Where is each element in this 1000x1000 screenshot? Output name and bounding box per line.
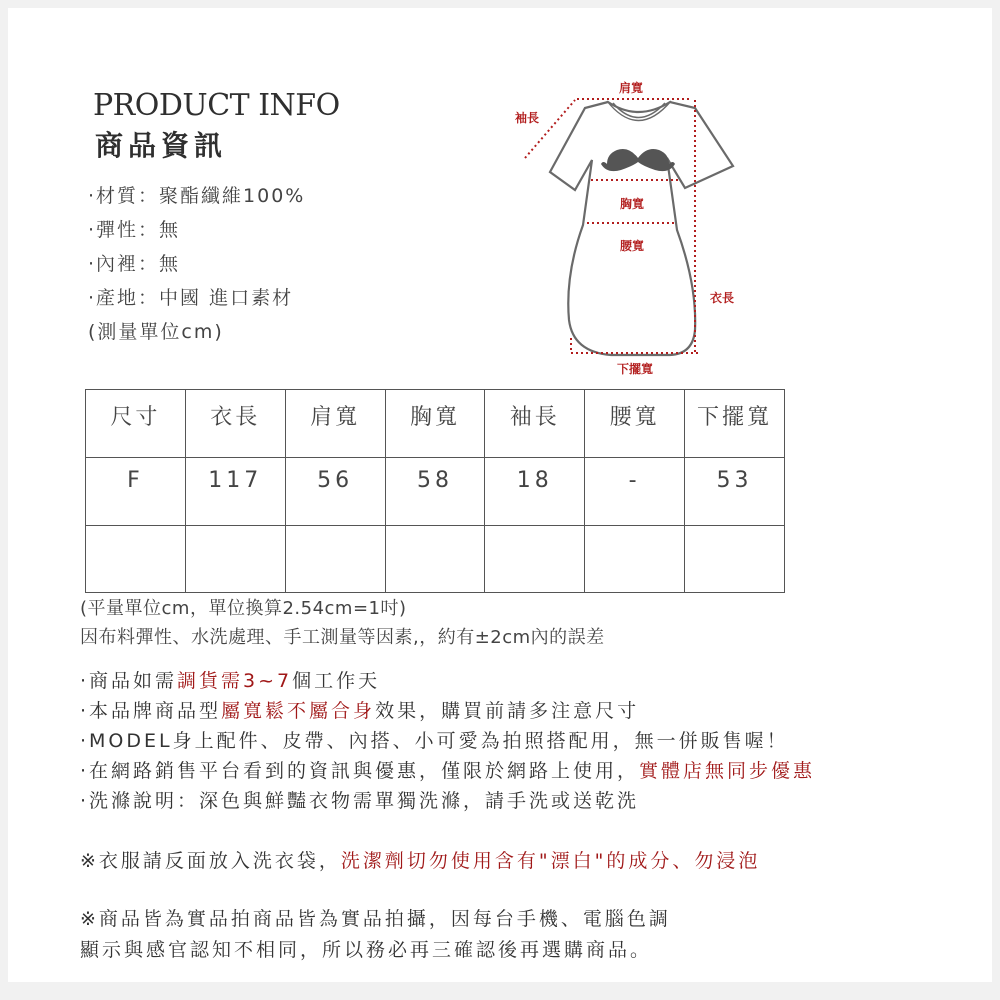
notice-highlight: 實體店無同步優惠 xyxy=(639,760,816,782)
product-info-subtitle: 商品資訊 xyxy=(95,129,228,162)
measurement-note xyxy=(80,594,605,652)
header-size: 尺寸 xyxy=(86,390,186,458)
header-length: 衣長 xyxy=(185,390,285,458)
spec-lining: ·內裡：無 xyxy=(88,253,181,275)
spec-list xyxy=(88,182,305,352)
notice-text: ·在網路銷售平台看到的資訊與優惠，僅限於網路上使用， xyxy=(80,760,640,782)
warning-text: ※衣服請反面放入洗衣袋， xyxy=(80,850,341,872)
notice-item-fit xyxy=(80,696,815,726)
label-shoulder: 肩寬 xyxy=(619,81,644,95)
spec-unit-note: (測量單位cm) xyxy=(88,321,224,343)
notice-highlight: 調貨需3~7 xyxy=(177,670,293,692)
header-chest: 胸寬 xyxy=(385,390,485,458)
label-length: 衣長 xyxy=(710,291,735,305)
header-waist: 腰寬 xyxy=(585,390,685,458)
spec-material: ·材質：聚酯纖維100% xyxy=(88,185,306,207)
notice-text: ·商品如需 xyxy=(80,670,178,692)
cell-waist: - xyxy=(585,458,685,526)
table-row xyxy=(86,526,785,593)
notice-item-accessories: ·MODEL身上配件、皮帶、內搭、小可愛為拍照搭配用，無一併販售喔！ xyxy=(80,730,789,752)
notice-item-restock xyxy=(80,666,815,696)
notice-text: ·本品牌商品型 xyxy=(80,700,222,722)
cell-empty xyxy=(685,526,785,593)
header-sleeve: 袖長 xyxy=(485,390,585,458)
cell-empty xyxy=(585,526,685,593)
notice-text: 個工作天 xyxy=(292,670,381,692)
cell-sleeve: 18 xyxy=(485,458,585,526)
header-hem: 下擺寬 xyxy=(685,390,785,458)
cell-empty xyxy=(385,526,485,593)
cell-empty xyxy=(185,526,285,593)
cell-size: F xyxy=(86,458,186,526)
header-shoulder: 肩寬 xyxy=(285,390,385,458)
warning-highlight: 洗潔劑切勿使用含有"漂白"的成分、勿浸泡 xyxy=(340,850,761,872)
dress-outline xyxy=(550,102,733,355)
size-table-header xyxy=(86,390,785,458)
cell-length: 117 xyxy=(185,458,285,526)
color-disclaimer xyxy=(80,904,671,966)
cell-shoulder: 56 xyxy=(285,458,385,526)
measurement-note-line1: (平量單位cm，單位換算2.54cm=1吋) xyxy=(80,598,407,619)
measurement-note-line2: 因布料彈性、水洗處理、手工測量等因素,，約有±2cm內的誤差 xyxy=(80,627,605,648)
label-sleeve: 袖長 xyxy=(515,111,540,125)
product-info-title: PRODUCT INFO xyxy=(93,88,340,123)
laundry-warning xyxy=(80,846,760,873)
notice-highlight: 屬寬鬆不屬合身 xyxy=(221,700,376,722)
spec-origin: ·產地：中國 進口素材 xyxy=(88,287,294,309)
notice-item-washing: ·洗滌說明：深色與鮮豔衣物需單獨洗滌，請手洗或送乾洗 xyxy=(80,790,640,812)
label-chest: 胸寬 xyxy=(620,197,645,211)
label-waist: 腰寬 xyxy=(620,239,645,253)
label-hem: 下擺寬 xyxy=(617,362,654,376)
spec-elasticity: ·彈性：無 xyxy=(88,219,181,241)
notice-list xyxy=(80,666,815,816)
disclaimer-line2: 顯示與感官認知不相同，所以務必再三確認後再選購商品。 xyxy=(80,939,653,961)
cell-hem: 53 xyxy=(685,458,785,526)
size-table xyxy=(85,389,785,593)
notice-item-online-offer xyxy=(80,756,815,786)
dress-measurement-diagram xyxy=(505,70,775,385)
disclaimer-line1: ※商品皆為實品拍商品皆為實品拍攝，因每台手機、電腦色調 xyxy=(80,908,671,930)
cell-empty xyxy=(485,526,585,593)
notice-text: 效果，購買前請多注意尺寸 xyxy=(375,700,640,722)
cell-empty xyxy=(86,526,186,593)
table-row xyxy=(86,458,785,526)
cell-chest: 58 xyxy=(385,458,485,526)
cell-empty xyxy=(285,526,385,593)
